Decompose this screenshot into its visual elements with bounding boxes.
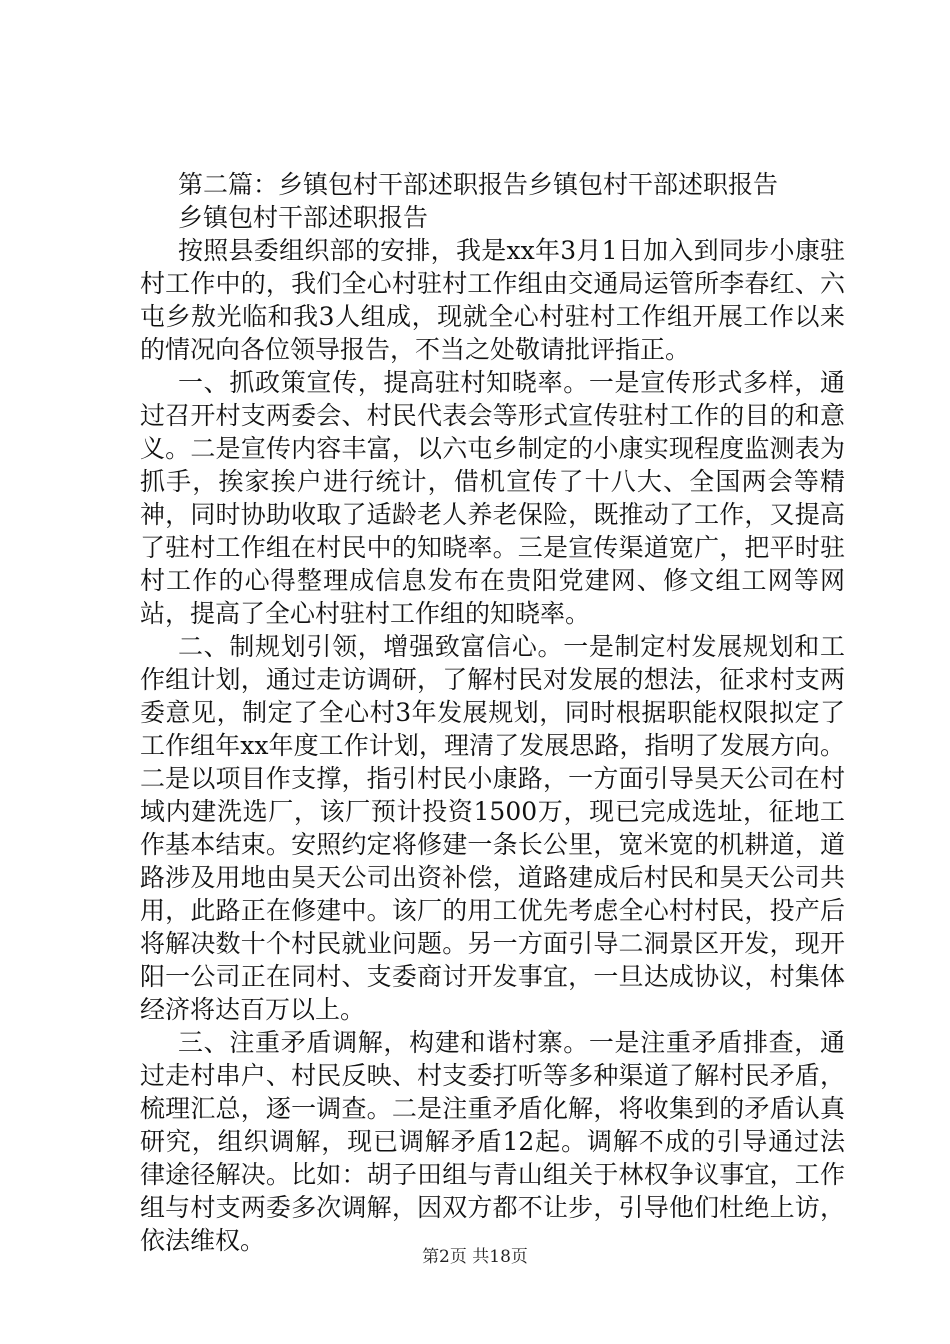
document-body: [140, 168, 845, 1257]
document-subheading: 乡镇包村干部述职报告: [178, 203, 429, 232]
paragraph-intro: 按照县委组织部的安排，我是xx年3月1日加入到同步小康驻村工作中的，我们全心村驻村工作组由交通局运管所李春红、六屯乡敖光临和我3人组成，现就全心村驻村工作组开展工作以来的情况向各位领导报告，不当之处敬请批评指正。: [140, 236, 845, 364]
paragraph-section-1: 一、抓政策宣传，提高驻村知晓率。一是宣传形式多样，通过召开村支两委会、村民代表会等形式宣传驻村工作的目的和意义。二是宣传内容丰富，以六屯乡制定的小康实现程度监测表为抓手，挨家挨户进行统计，借机宣传了十八大、全国两会等精神，同时协助收取了适龄老人养老保险，既推动了工作，又提高了驻村工作组在村民中的知晓率。三是宣传渠道宽广，把平时驻村工作的心得整理成信息发布在贵阳党建网、修文组工网等网站，提高了全心村驻村工作组的知晓率。: [140, 368, 845, 628]
paragraph-section-2: 二、制规划引领，增强致富信心。一是制定村发展规划和工作组计划，通过走访调研，了解村民对发展的想法，征求村支两委意见，制定了全心村3年发展规划，同时根据职能权限拟定了工作组年xx年度工作计划，理清了发展思路，指明了发展方向。二是以项目作支撑，指引村民小康路，一方面引导昊天公司在村域内建洗选厂，该厂预计投资1500万，现已完成选址，征地工作基本结束。安照约定将修建一条长公里，宽米宽的机耕道，道路涉及用地由昊天公司出资补偿，道路建成后村民和昊天公司共用，此路正在修建中。该厂的用工优先考虑全心村村民，投产后将解决数十个村民就业问题。另一方面引导二洞景区开发，现开阳一公司正在同村、支委商讨开发事宜，一旦达成协议，村集体经济将达百万以上。: [140, 632, 845, 1024]
document-heading: 第二篇：乡镇包村干部述职报告乡镇包村干部述职报告: [178, 170, 779, 199]
page-footer: 第2页 共18页: [422, 1247, 528, 1267]
paragraph-section-3: 三、注重矛盾调解，构建和谐村寨。一是注重矛盾排查，通过走村串户、村民反映、村支委打听等多种渠道了解村民矛盾，梳理汇总，逐一调查。二是注重矛盾化解，将收集到的矛盾认真研究，组织调解，现已调解矛盾12起。调解不成的引导通过法律途径解决。比如：胡子田组与青山组关于林权争议事宜，工作组与村支两委多次调解，因双方都不让步，引导他们杜绝上访，依法维权。: [140, 1028, 845, 1255]
